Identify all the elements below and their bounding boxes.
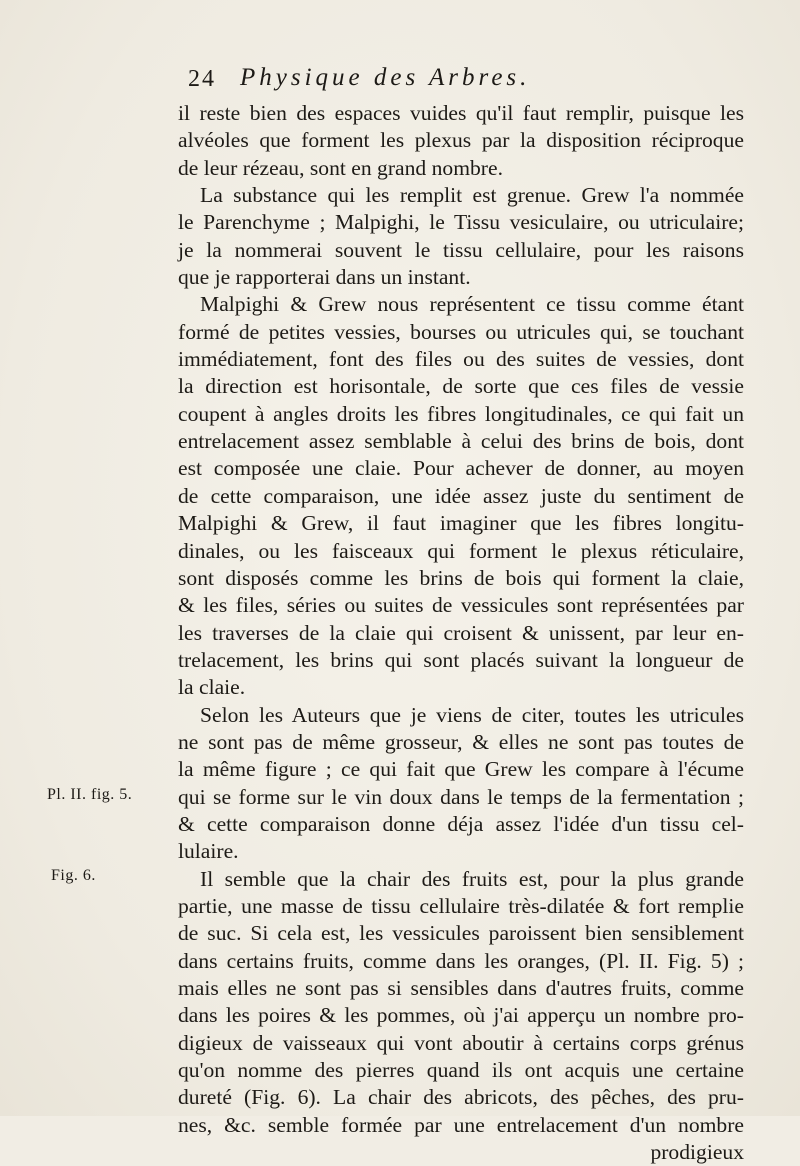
text-line: alvéoles que forment les plexus par la disposition réciproque [178, 128, 744, 153]
text-line: partie, une masse de tissu cellulaire très-dilatée & fort remplie [178, 893, 744, 918]
text-line: dureté (Fig. 6). La chair des abricots, des pêches, des pru- [178, 1085, 744, 1110]
catchword: prodigieux [650, 1140, 744, 1165]
text-line: lulaire. [178, 839, 239, 864]
margin-note-plate-reference: Pl. II. fig. 5. [47, 786, 133, 803]
text-line: & cette comparaison donne déja assez l'idée d'un tissu cel- [178, 811, 744, 836]
text-line: coupent à angles droits les fibres longitudinales, ce qui fait un [178, 401, 744, 426]
text-line: Malpighi & Grew nous représentent ce tissu comme étant [200, 292, 744, 317]
text-line: le Parenchyme ; Malpighi, le Tissu vesiculaire, ou utriculaire; [178, 210, 744, 235]
text-line: je la nommerai souvent le tissu cellulaire, pour les raisons [178, 237, 744, 262]
text-line: dans certains fruits, comme dans les oranges, (Pl. II. Fig. 5) ; [178, 948, 744, 973]
running-title: Physique des Arbres. [240, 64, 531, 91]
body-text [178, 100, 744, 1166]
text-line: mais elles ne sont pas si sensibles dans d'autres fruits, comme [178, 976, 744, 1000]
page-header [188, 66, 748, 96]
text-line: La substance qui les remplit est grenue. Grew l'a nommée [200, 183, 744, 208]
text-line: entrelacement assez semblable à celui des brins de bois, dont [178, 429, 744, 454]
text-line: la même figure ; ce qui fait que Grew les compare à l'écume [178, 757, 744, 782]
text-line: de leur rézeau, sont en grand nombre. [178, 155, 503, 180]
text-line: il reste bien des espaces vuides qu'il faut remplir, puisque les [178, 101, 744, 125]
text-line: qu'on nomme des pierres quand ils ont acquis une certaine [178, 1058, 744, 1083]
text-line: formé de petites vessies, bourses ou utricules qui, se touchant [178, 319, 744, 344]
text-line: digieux de vaisseaux qui vont aboutir à certains corps grénus [178, 1030, 744, 1055]
text-line: que je rapporterai dans un instant. [178, 265, 471, 290]
text-line: Selon les Auteurs que je viens de citer, toutes les utricules [200, 702, 744, 727]
text-line: la claie. [178, 675, 246, 700]
text-line: trelacement, les brins qui sont placés suivant la longueur de [178, 647, 744, 672]
text-line: immédiatement, font des files ou des suites de vessies, dont [178, 347, 744, 372]
text-line: Il semble que la chair des fruits est, pour la plus grande [200, 866, 744, 891]
text-line: est composée une claie. Pour achever de donner, au moyen [178, 456, 744, 481]
text-line: de cette comparaison, une idée assez juste du sentiment de [178, 483, 744, 508]
text-line: dinales, ou les faisceaux qui forment le plexus réticulaire, [178, 538, 744, 563]
margin-note-figure-reference: Fig. 6. [51, 867, 96, 884]
text-line: les traverses de la claie qui croisent & unissent, par leur en- [178, 620, 744, 645]
text-line: ne sont pas de même grosseur, & elles ne sont pas toutes de [178, 729, 744, 754]
page-number: 24 [188, 66, 216, 92]
text-line: sont disposés comme les brins de bois qui forment la claie, [178, 565, 744, 590]
text-line: qui se forme sur le vin doux dans le temps de la fermentation ; [178, 784, 745, 809]
text-line: nes, &c. semble formée par une entrelacement d'un nombre [178, 1112, 744, 1137]
text-line: Malpighi & Grew, il faut imaginer que les fibres longitu- [178, 511, 744, 536]
text-line: la direction est horisontale, de sorte que ces files de vessie [178, 374, 744, 399]
text-line: de suc. Si cela est, les vessicules paroissent bien sensiblement [178, 921, 744, 946]
text-line: dans les poires & les pommes, où j'ai apperçu un nombre pro- [178, 1003, 745, 1028]
text-line: & les files, séries ou suites de vessicules sont représentées par [178, 593, 744, 618]
